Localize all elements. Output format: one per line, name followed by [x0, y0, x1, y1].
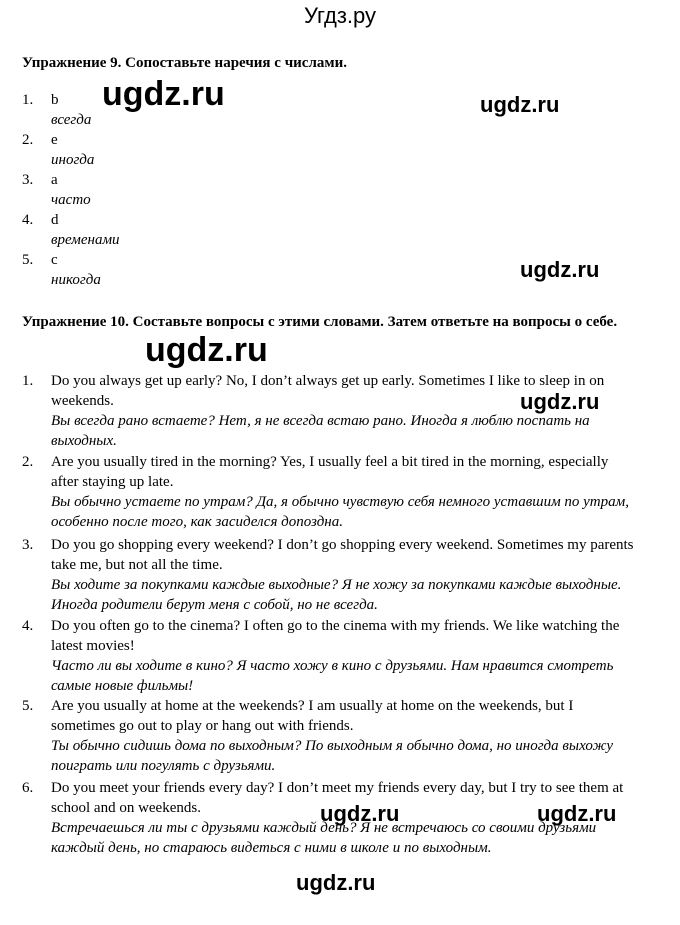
item-number: 5. [22, 698, 34, 714]
watermark: ugdz.ru [145, 331, 268, 369]
english-answer: Are you usually tired in the morning? Yes, I usually feel a bit tired in the morning, especially after staying up late. [51, 454, 609, 490]
russian-translation: Часто ли вы ходите в кино? Я часто хожу в кино с друзьями. Нам нравится смотреть самые новые фильмы! [51, 658, 614, 694]
item-answer: b [51, 92, 59, 108]
watermark: ugdz.ru [102, 75, 225, 113]
english-answer: Do you always get up early? No, I don’t always get up early. Sometimes I like to sleep in on weekends. [51, 373, 605, 409]
russian-translation: Встречаешься ли ты с друзьями каждый день? Я не встречаюсь со своими друзьями каждый день, но стараюсь видеться с ними в школе и по выходным. [51, 820, 597, 856]
russian-translation: Ты обычно сидишь дома по выходным? По выходным я обычно дома, но иногда выхожу поиграть или погулять с друзьями. [51, 738, 614, 774]
item-number: 3. [22, 172, 34, 188]
list-item [22, 696, 662, 776]
watermark: ugdz.ru [480, 92, 560, 117]
item-translation: часто [51, 192, 91, 208]
item-number: 4. [22, 212, 34, 228]
item-answer: e [51, 132, 58, 148]
list-item [22, 535, 662, 615]
item-number: 3. [22, 537, 34, 553]
russian-translation: Вы обычно устаете по утрам? Да, я обычно чувствую себя немного уставшим по утрам, особенно после того, как засиделся допоздна. [51, 494, 629, 530]
watermark: ugdz.ru [320, 801, 400, 826]
item-number: 5. [22, 252, 34, 268]
watermark: ugdz.ru [520, 389, 600, 414]
item-number: 1. [22, 92, 34, 108]
watermark: ugdz.ru [520, 257, 600, 282]
russian-translation: Вы всегда рано встаете? Нет, я не всегда встаю рано. Иногда я люблю поспать на выходных. [51, 413, 590, 449]
exercise-10-heading: Упражнение 10. Составьте вопросы с этими словами. Затем ответьте на вопросы о себе. [22, 314, 618, 330]
exercise-9-heading: Упражнение 9. Сопоставьте наречия с числами. [22, 55, 347, 71]
item-answer: d [51, 212, 59, 228]
item-number: 1. [22, 373, 34, 389]
item-number: 4. [22, 618, 34, 634]
list-item [22, 452, 662, 532]
russian-translation: Вы ходите за покупками каждые выходные? Я не хожу за покупками каждые выходные. Иногда родители берут меня с собой, но не всегда. [51, 577, 622, 613]
item-translation: иногда [51, 152, 95, 168]
item-number: 6. [22, 780, 34, 796]
english-answer: Do you often go to the cinema? I often go to the cinema with my friends. We like watching the latest movies! [51, 618, 620, 654]
item-answer: c [51, 252, 58, 268]
english-answer: Do you meet your friends every day? I don’t meet my friends every day, but I try to see them at school and on weekends. [51, 780, 624, 816]
english-answer: Are you usually at home at the weekends? I am usually at home on the weekends, but I sometimes go out to play or hang out with friends. [51, 698, 574, 734]
item-number: 2. [22, 132, 34, 148]
item-answer: a [51, 172, 58, 188]
item-translation: всегда [51, 112, 92, 128]
watermark: ugdz.ru [296, 870, 376, 895]
english-answer: Do you go shopping every weekend? I don’t go shopping every weekend. Sometimes my parents take me, but not all the time. [51, 537, 634, 573]
item-translation: никогда [51, 272, 101, 288]
list-item [22, 616, 662, 696]
item-number: 2. [22, 454, 34, 470]
watermark: ugdz.ru [537, 801, 617, 826]
site-title: Угдз.ру [303, 3, 377, 28]
item-translation: временами [51, 232, 120, 248]
